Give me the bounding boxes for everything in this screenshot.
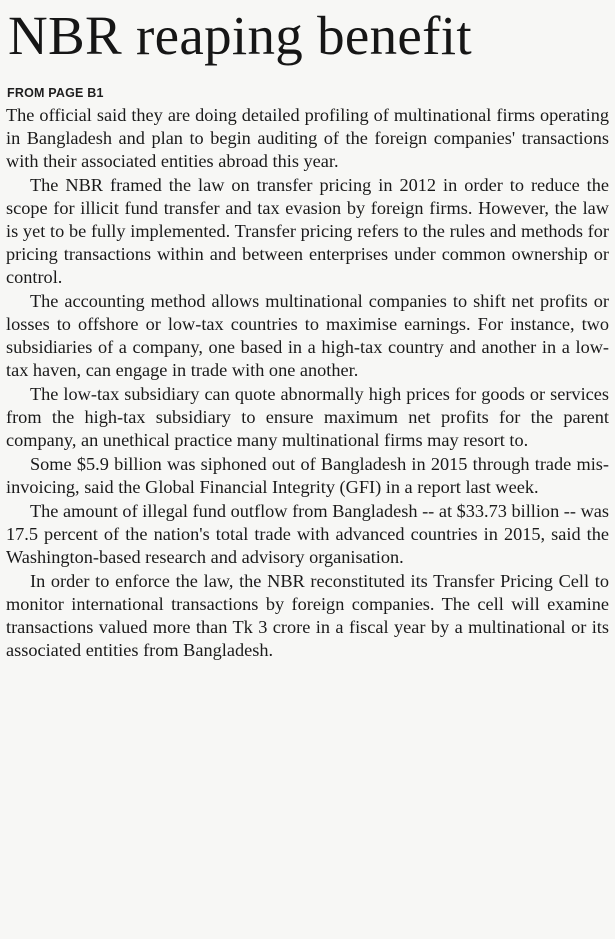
continuation-label: FROM PAGE B1	[7, 86, 104, 100]
paragraph-1: The official said they are doing detailed profiling of multinational firms operating in Bangladesh and plan to begin auditing of the foreign companies' transactions with their associated entities abroad this year.	[6, 105, 609, 171]
paragraph-5: Some $5.9 billion was siphoned out of Bangladesh in 2015 through trade mis-invoicing, said the Global Financial Integrity (GFI) in a report last week.	[6, 454, 609, 497]
paragraph-4: The low-tax subsidiary can quote abnormally high prices for goods or services from the high-tax subsidiary to ensure maximum net profits for the parent company, an unethical practice many multinational firms may resort to.	[6, 384, 609, 450]
paragraph-6: The amount of illegal fund outflow from Bangladesh -- at $33.73 billion -- was 17.5 percent of the nation's total trade with advanced countries in 2015, said the Washington-based research and advisory organisation.	[6, 501, 609, 567]
paragraph-7: In order to enforce the law, the NBR reconstituted its Transfer Pricing Cell to monitor international transactions by foreign companies. The cell will examine transactions valued more than Tk 3 crore in a fiscal year by a multinational or its associated entities from Bangladesh.	[6, 571, 609, 660]
paragraph-3: The accounting method allows multinational companies to shift net profits or losses to offshore or low-tax countries to maximise earnings. For instance, two subsidiaries of a company, one based in a high-tax country and another in a low-tax haven, can engage in trade with one another.	[6, 291, 609, 380]
article-body	[6, 104, 609, 662]
headline: NBR reaping benefit	[8, 5, 472, 66]
paragraph-2: The NBR framed the law on transfer pricing in 2012 in order to reduce the scope for illicit fund transfer and tax evasion by foreign firms. However, the law is yet to be fully implemented. Transfer pricing refers to the rules and methods for pricing transactions within and between enterprises under common ownership or control.	[6, 175, 609, 287]
